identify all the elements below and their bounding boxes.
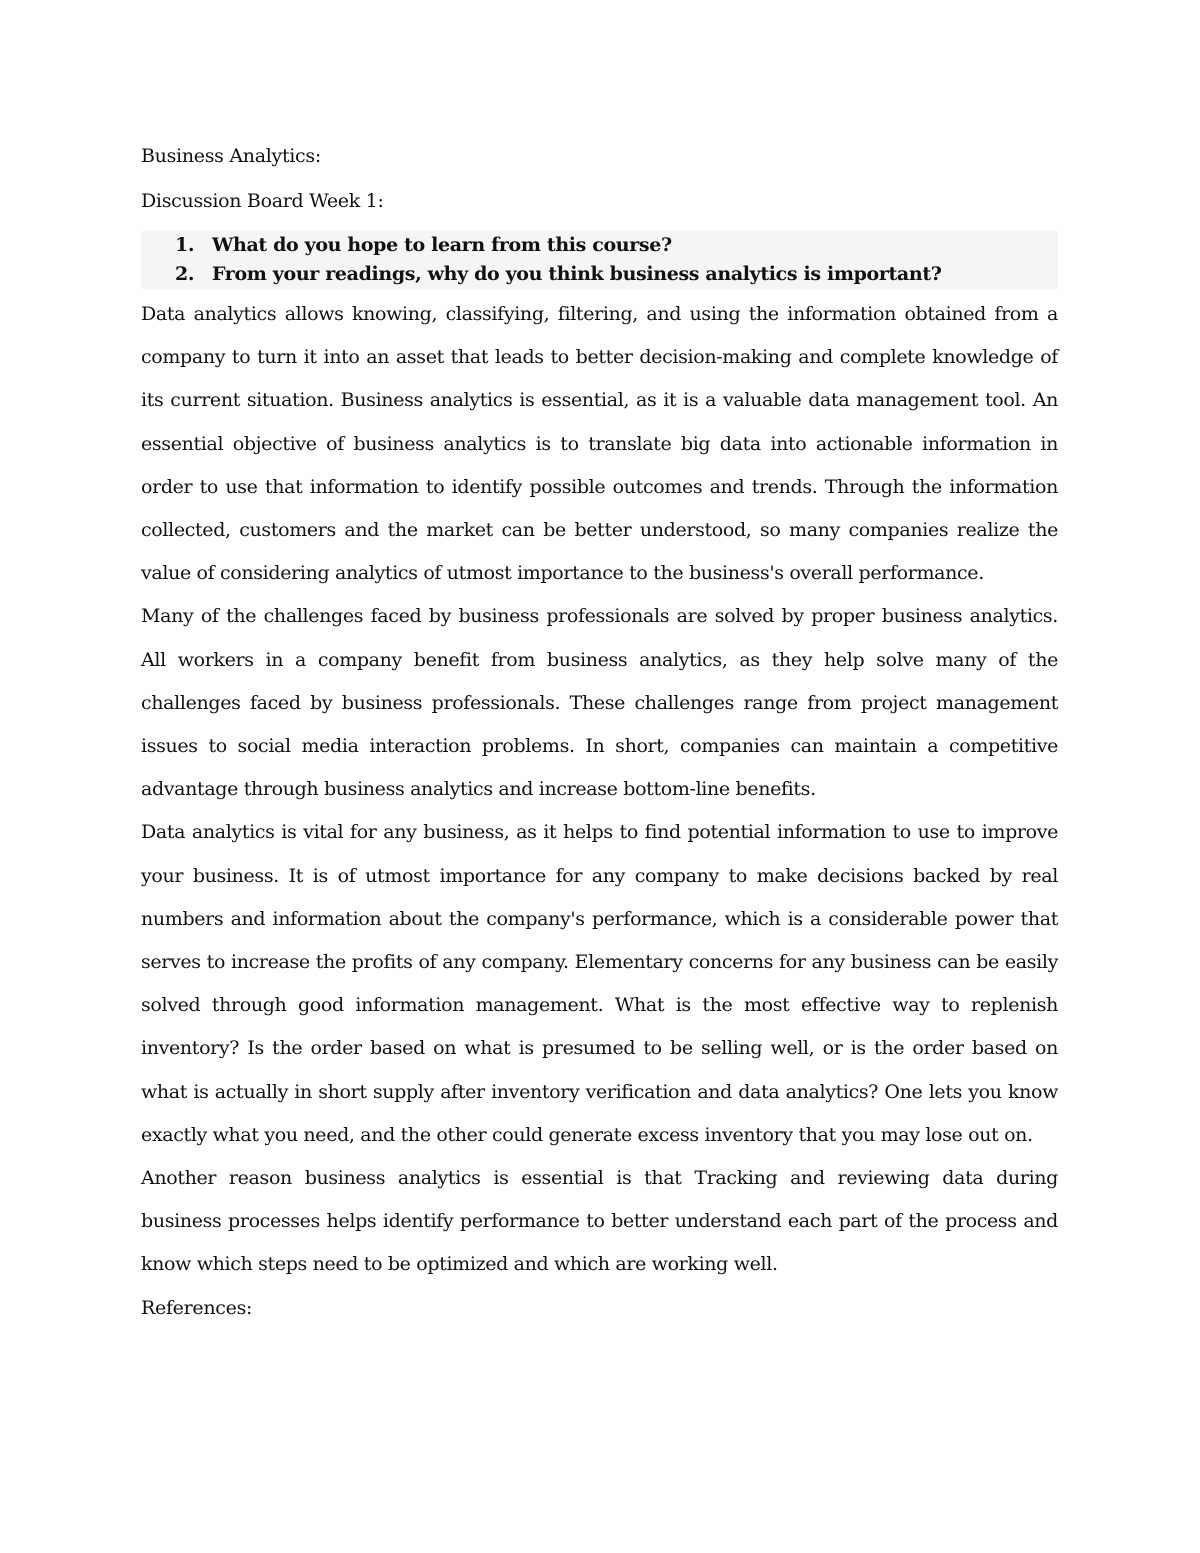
question-text: What do you hope to learn from this course? xyxy=(212,234,672,256)
references-heading: References: xyxy=(141,1296,253,1319)
discussion-board-title: Discussion Board Week 1: xyxy=(141,190,384,212)
body-paragraph: Data analytics is vital for any business, as it helps to find potential information to use to improve your business. It is of utmost importance for any company to make decisions backed by real numbers and information about the company's performance, which is a considerable power that serves to increase the profits of any company. Elementary concerns for any business can be easily solved through good information management. What is the most effective way to replenish inventory? Is the order based on what is presumed to be selling well, or is the order based on what is actually in short supply after inventory verification and data analytics? One lets you know exactly what you need, and the other could generate excess inventory that you may lose out on. xyxy=(141,821,1058,1146)
question-number: 2. xyxy=(175,263,195,285)
question-text: From your readings, why do you think business analytics is important? xyxy=(212,263,942,285)
document-body xyxy=(141,141,1058,1330)
body-paragraph: Data analytics allows knowing, classifying, filtering, and using the information obtained from a company to turn it into an asset that leads to better decision-making and complete knowledge of its current situation. Business analytics is essential, as it is a valuable data management tool. An essential objective of business analytics is to translate big data into actionable information in order to use that information to identify possible outcomes and trends. Through the information collected, customers and the market can be better understood, so many companies realize the value of considering analytics of utmost importance to the business's overall performance. xyxy=(141,303,1058,585)
question-number: 1. xyxy=(175,234,195,256)
course-title: Business Analytics: xyxy=(141,145,321,167)
question-item xyxy=(141,260,1058,289)
body-paragraph: Another reason business analytics is essential is that Tracking and reviewing data during business processes helps identify performance to better understand each part of the process and know which steps need to be optimized and which are working well. xyxy=(141,1167,1058,1276)
body-paragraph: Many of the challenges faced by business professionals are solved by proper business analytics. All workers in a company benefit from business analytics, as they help solve many of the challenges faced by business professionals. These challenges range from project management issues to social media interaction problems. In short, companies can maintain a competitive advantage through business analytics and increase bottom-line benefits. xyxy=(141,605,1058,801)
question-item xyxy=(141,231,1058,260)
question-list xyxy=(141,231,1058,289)
